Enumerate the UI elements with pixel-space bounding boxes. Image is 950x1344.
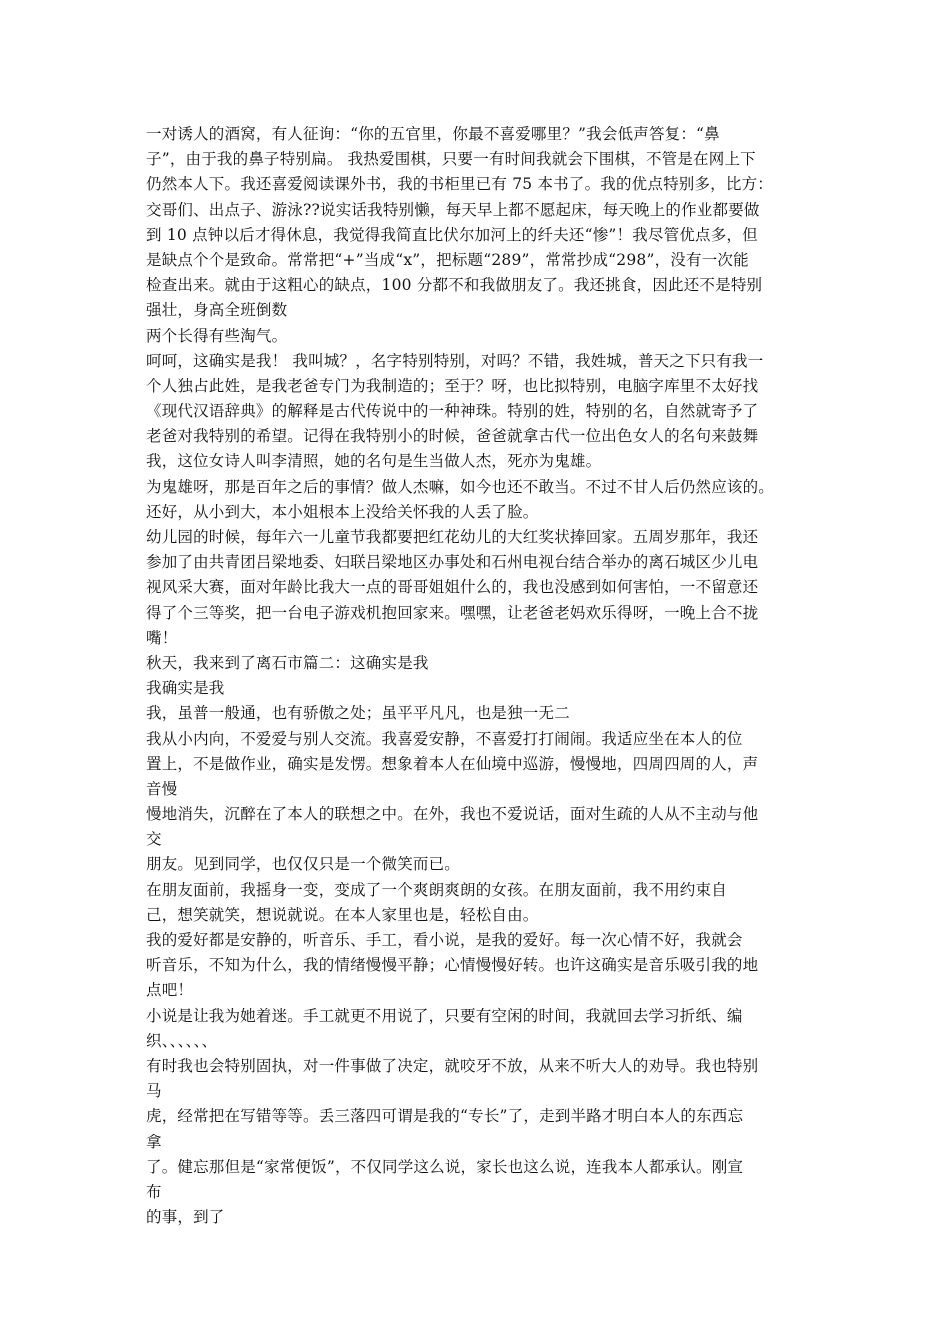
- text-line: 听音乐，不知为什么，我的情绪慢慢平静；心情慢慢好转。也许这确实是音乐吸引我的地: [146, 956, 759, 975]
- text-line: 虎，经常把在写错等等。丢三落四可谓是我的“专长”了，走到半路才明白本人的东西忘: [146, 1107, 744, 1126]
- text-line: 一对诱人的酒窝，有人征询：“你的五官里，你最不喜爱哪里？”我会低声答复：“鼻: [146, 125, 720, 143]
- text-line: 有时我也会特别固执，对一件事做了决定，就咬牙不放，从来不听大人的劝导。我也特别: [146, 1056, 759, 1075]
- text-line: 己，想笑就笑，想说就说。在本人家里也是，轻松自由。: [146, 905, 539, 924]
- text-line: 强壮，身高全班倒数: [146, 301, 288, 320]
- text-line: 参加了由共青团吕梁地委、妇联吕梁地区办事处和石州电视台结合举办的离石城区少儿电: [146, 553, 759, 572]
- text-line: 交: [146, 830, 162, 849]
- text-line: 是缺点个个是致命。常常把“+”当成“x”，把标题“289”，常常抄成“298”，没有一次能: [146, 250, 749, 269]
- text-line: 《现代汉语辞典》的解释是古代传说中的一种神珠。特别的姓，特别的名，自然就寄予了: [146, 402, 759, 421]
- text-line: 布: [146, 1182, 162, 1201]
- text-line: 的事，到了: [146, 1208, 225, 1227]
- text-line: 小说是让我为她着迷。手工就更不用说了，只要有空闲的时间，我就回去学习折纸、编: [146, 1006, 743, 1025]
- text-line: 朋友。见到同学，也仅仅只是一个微笑而已。: [146, 855, 461, 874]
- text-line: 嘴！: [146, 628, 178, 647]
- text-line: 点吧！: [146, 981, 194, 1000]
- text-line: 我，这位女诗人叫李清照，她的名句是生当做人杰，死亦为鬼雄。: [146, 452, 602, 471]
- text-line: 得了个三等奖，把一台电子游戏机抱回家来。嘿嘿，让老爸老妈欢乐得呀，一晚上合不拢: [146, 603, 759, 622]
- text-line: 拿: [146, 1132, 162, 1151]
- text-line: 我的爱好都是安静的，听音乐、手工，看小说，是我的爱好。每一次心情不好，我就会: [146, 931, 743, 949]
- text-line: 呵呵，这确实是我！ 我叫城？，名字特别特别，对吗？不错，我姓城，普天之下只有我一: [146, 351, 764, 370]
- text-line: 音慢: [146, 779, 178, 798]
- text-line: 交哥们、出点子、游泳??说实话我特别懒，每天早上都不愿起床，每天晚上的作业都要做: [146, 200, 760, 219]
- text-line: 视风采大赛，面对年龄比我大一点的哥哥姐姐什么的，我也没感到如何害怕，一不留意还: [146, 578, 759, 597]
- text-line: 置上，不是做作业，确实是发愣。想象着本人在仙境中巡游，慢慢地，四周四周的人，声: [146, 754, 759, 773]
- text-line: 为鬼雄呀，那是百年之后的事情？做人杰嘛，如今也还不敢当。不过不甘人后仍然应该的。: [146, 477, 775, 496]
- text-line: 幼儿园的时候，每年六一儿童节我都要把红花幼儿的大红奖状捧回家。五周岁那年，我还: [146, 528, 759, 546]
- text-line: 子”，由于我的鼻子特别扁。 我热爱围棋，只要一有时间我就会下围棋，不管是在网上下: [146, 150, 756, 169]
- text-line: 在朋友面前，我摇身一变，变成了一个爽朗爽朗的女孩。在朋友面前，我不用约束自: [146, 880, 727, 899]
- text-line: 仍然本人下。我还喜爱阅读课外书，我的书柜里已有 75 本书了。我的优点特别多，比方：: [146, 175, 773, 194]
- text-line: 我确实是我: [146, 679, 225, 698]
- text-line: 个人独占此姓，是我老爸专门为我制造的；至于？呀，也比拟特别，电脑字库里不太好找: [146, 376, 759, 395]
- document-text: [146, 122, 826, 1230]
- text-line: 检查出来。就由于这粗心的缺点，100 分都不和我做朋友了。我还挑食，因此还不是特别: [146, 276, 763, 295]
- text-line: 两个长得有些淘气。: [146, 326, 288, 345]
- text-line: 慢地消失，沉醉在了本人的联想之中。在外，我也不爱说话，面对生疏的人从不主动与他: [146, 805, 759, 824]
- text-line: 到 10 点钟以后才得休息，我觉得我简直比伏尔加河上的纤夫还“惨”！我尽管优点多，但: [146, 225, 758, 244]
- text-line: 我从小内向，不爱爱与别人交流。我喜爱安静，不喜爱打打闹闹。我适应坐在本人的位: [146, 729, 743, 748]
- text-line: 了。健忘那但是“家常便饭”，不仅同学这么说，家长也这么说，连我本人都承认。刚宣: [146, 1157, 744, 1176]
- text-line: 老爸对我特别的希望。记得在我特别小的时候，爸爸就拿古代一位出色女人的名句来鼓舞: [146, 427, 759, 446]
- text-line: 马: [146, 1082, 162, 1101]
- text-line: 秋天，我来到了离石市篇二：这确实是我: [146, 653, 429, 672]
- text-line: 织、、、、、、: [146, 1031, 218, 1050]
- text-line: 我，虽普一般通，也有骄傲之处；虽平平凡凡，也是独一无二: [146, 704, 570, 723]
- text-line: 还好，从小到大，本小姐根本上没给关怀我的人丢了脸。: [146, 502, 539, 521]
